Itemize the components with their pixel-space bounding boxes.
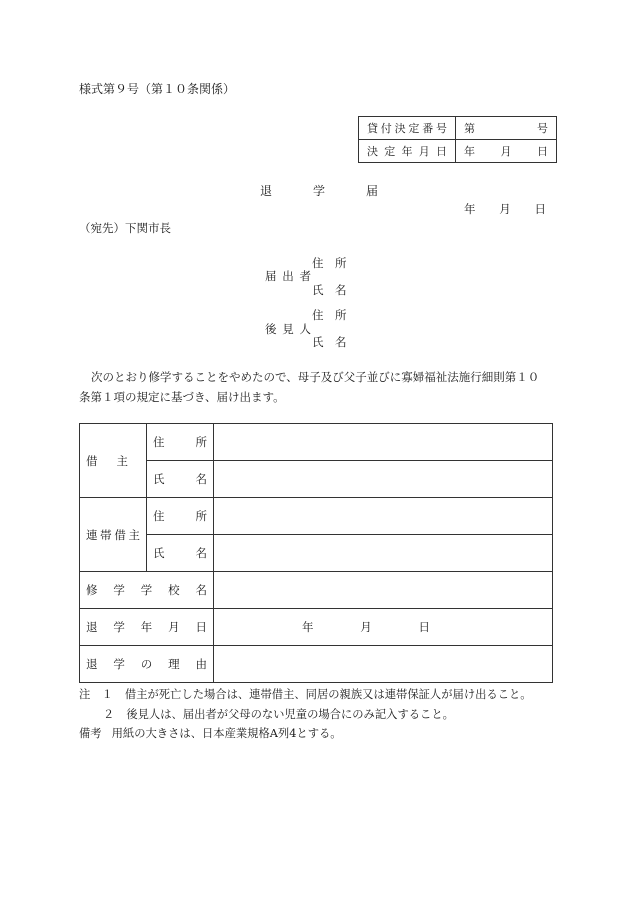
guardian-address-label: 住 所 [312,308,347,322]
decision-date-value[interactable]: 年 月 日 [456,140,557,163]
loan-number-label: 貸 付 決 定 番 号 [359,117,456,140]
joint-borrower-label: 連 帯 借 主 [80,498,147,572]
joint-borrower-name-label: 氏 名 [147,535,214,572]
joint-borrower-address-field[interactable] [214,498,553,535]
loan-number-row [359,117,557,140]
loan-decision-table [358,116,557,163]
borrower-address-label: 住 所 [147,424,214,461]
school-field[interactable] [214,572,553,609]
borrower-address-field[interactable] [214,424,553,461]
withdrawal-date-row [80,609,553,646]
reason-row [80,646,553,683]
withdrawal-table [79,423,553,683]
joint-borrower-address-row [80,498,553,535]
joint-borrower-name-row [80,535,553,572]
page-title: 退 学 届 [260,184,378,198]
applicant-name-label: 氏 名 [312,283,347,297]
guardian-name-label: 氏 名 [312,335,347,349]
borrower-address-row [80,424,553,461]
joint-borrower-name-field[interactable] [214,535,553,572]
form-number: 様式第９号（第１０条関係） [79,82,236,96]
loan-number-value[interactable]: 第 号 [456,117,557,140]
addressee: （宛先）下関市長 [79,221,171,235]
borrower-name-row [80,461,553,498]
reason-label: 退 学 の 理 由 [80,646,214,683]
applicant-role: 届 出 者 [265,269,311,283]
decision-date-row [359,140,557,163]
joint-borrower-address-label: 住 所 [147,498,214,535]
note-1: 注 １ 借主が死亡した場合は、連帯借主、同居の親族又は連帯保証人が届け出ること。 [79,688,532,701]
borrower-name-field[interactable] [214,461,553,498]
borrower-name-label: 氏 名 [147,461,214,498]
school-row [80,572,553,609]
decision-date-label: 決 定 年 月 日 [359,140,456,163]
school-label: 修 学 学 校 名 [80,572,214,609]
withdrawal-date-label: 退 学 年 月 日 [80,609,214,646]
guardian-role: 後 見 人 [265,322,311,336]
body-text: 次のとおり修学することをやめたので、母子及び父子並びに寡婦福祉法施行細則第１０条第１項の規定に基づき、届け出ます。 [79,370,540,404]
borrower-label: 借 主 [80,424,147,498]
withdrawal-date-field[interactable]: 年 月 日 [214,609,553,646]
reason-field[interactable] [214,646,553,683]
submission-date: 年 月 日 [464,202,546,216]
remark: 備考 用紙の大きさは、日本産業規格A列4とする。 [79,727,342,740]
note-2: ２ 後見人は、届出者が父母のない児童の場合にのみ記入すること。 [103,708,454,721]
applicant-address-label: 住 所 [312,256,347,270]
